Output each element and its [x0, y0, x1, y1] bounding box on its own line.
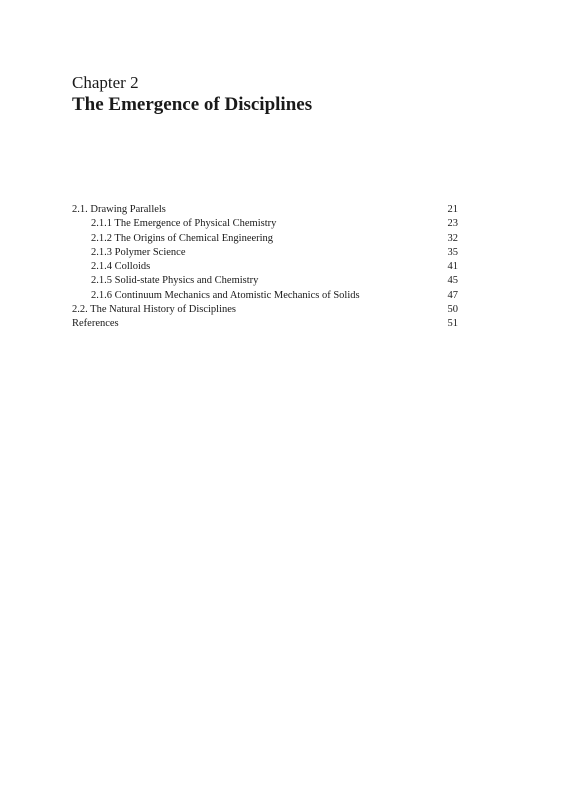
toc-entry-title: 2.1.1 The Emergence of Physical Chemistry — [91, 218, 277, 230]
toc-entry-title: 2.1.3 Polymer Science — [91, 246, 186, 258]
chapter-label: Chapter 2 — [72, 73, 139, 92]
toc-entry-page: 51 — [447, 318, 458, 330]
toc-entry-2-1-2 — [72, 232, 458, 246]
toc-entry-page: 41 — [447, 261, 458, 273]
toc-entry-page: 35 — [447, 246, 458, 258]
toc-entry-page: 21 — [447, 204, 458, 215]
toc-entry-2-1-1 — [72, 217, 458, 231]
table-of-contents — [72, 203, 458, 332]
toc-entry-title: 2.1.5 Solid-state Physics and Chemistry — [91, 275, 259, 287]
toc-entry-page: 45 — [447, 275, 458, 287]
toc-entry-2-1-6 — [72, 289, 458, 303]
chapter-title: The Emergence of Disciplines — [72, 94, 313, 115]
toc-entry-2-1-3 — [72, 246, 458, 260]
toc-entry-2-1 — [72, 203, 458, 217]
toc-entry-page: 50 — [447, 304, 458, 316]
toc-entry-page: 47 — [447, 289, 458, 301]
toc-entry-2-1-4 — [72, 260, 458, 274]
toc-entry-title: 2.2. The Natural History of Disciplines — [72, 304, 236, 316]
toc-entry-page: 32 — [447, 232, 458, 244]
toc-entry-title: 2.1. Drawing Parallels — [72, 204, 166, 215]
toc-entry-2-1-5 — [72, 274, 458, 288]
toc-entry-page: 23 — [447, 218, 458, 230]
toc-entry-title: 2.1.2 The Origins of Chemical Engineering — [91, 232, 274, 244]
toc-entry-2-2 — [72, 303, 458, 317]
toc-entry-references — [72, 317, 458, 331]
toc-entry-title: 2.1.4 Colloids — [91, 261, 151, 273]
toc-entry-title: 2.1.6 Continuum Mechanics and Atomistic Mechanics of Solids — [91, 289, 360, 301]
toc-entry-title: References — [72, 318, 119, 330]
